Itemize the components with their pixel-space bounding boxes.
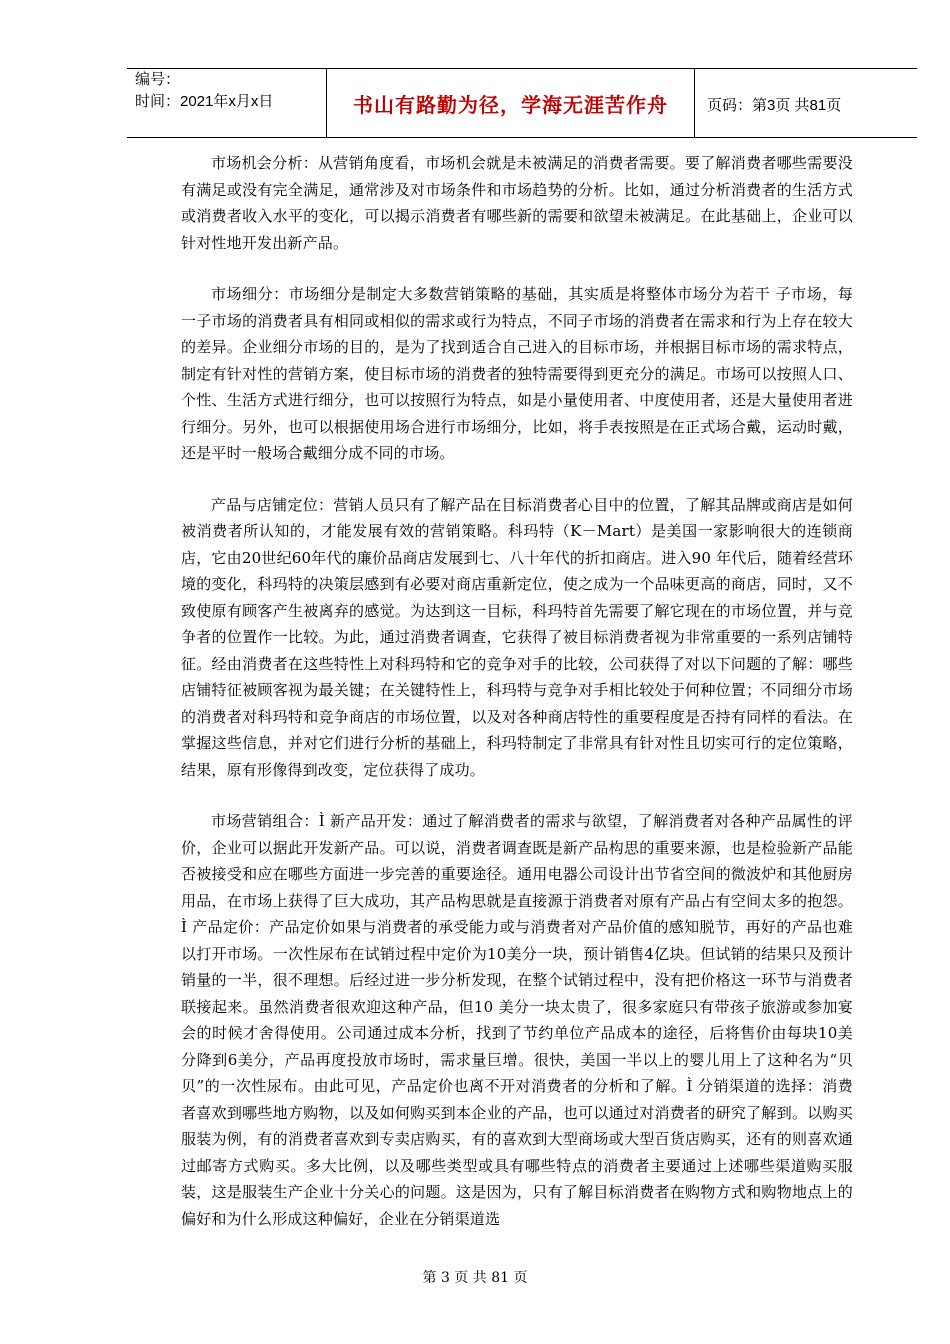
header-meta-cell [127,69,327,137]
document-time-label: 时间：2021年x月x日 [135,93,274,110]
header-page-cell [695,69,917,137]
header-page-number: 页码：第3页 共81页 [707,97,842,114]
header-motto: 书山有路勤为径，学海无涯苦作舟 [353,93,668,117]
document-number-label: 编号： [135,71,181,88]
document-body [181,150,853,1257]
page-header [127,68,917,138]
paragraph-market-segmentation: 市场细分：市场细分是制定大多数营销策略的基础，其实质是将整体市场分为若干 子市场，每一子市场的消费者具有相同或相似的需求或行为特点，不同子市场的消费者在需求和行为上存在较大的差异。企业细分市场的目的，是为了找到适合自己进入的目标市场，并根据目标市场的需求特点，制定有针对性的营销方案，使目标市场的消费者的独特需要得到更充分的满足。市场可以按照人口、个性、生活方式进行细分，也可以按照行为特点，如是小量使用者、中度使用者，还是大量使用者进行细分。另外，也可以根据使用场合进行市场细分，比如，将手表按照是在正式场合戴，运动时戴，还是平时一般场合戴细分成不同的市场。 [181,285,853,462]
paragraph-market-opportunity: 市场机会分析：从营销角度看，市场机会就是未被满足的消费者需要。要了解消费者哪些需要没有满足或没有完全满足，通常涉及对市场条件和市场趋势的分析。比如，通过分析消费者的生活方式或消费者收入水平的变化，可以揭示消费者有哪些新的需要和欲望未被满足。在此基础上，企业可以针对性地开发出新产品。 [181,154,853,252]
paragraph-product-positioning: 产品与店铺定位：营销人员只有了解产品在目标消费者心目中的位置，了解其品牌或商店是如何被消费者所认知的，才能发展有效的营销策略。科玛特（K－Mart）是美国一家影响很大的连锁商店，它由20世纪60年代的廉价品商店发展到七、八十年代的折扣商店。进入90 年代后，随着经营环境的变化，科玛特的决策层感到有必要对商店重新定位，使之成为一个品味更高的商店，同时，又不致使原有顾客产生被离弃的感觉。为达到这一目标，科玛特首先需要了解它现在的市场位置，并与竞争者的位置作一比较。为此，通过消费者调查，它获得了被目标消费者视为非常重要的一系列店铺特征。经由消费者在这些特性上对科玛特和它的竞争对手的比较，公司获得了对以下问题的了解：哪些店铺特征被顾客视为最关键；在关键特性上，科玛特与竞争对手相比较处于何种位置；不同细分市场的消费者对科玛特和竞争商店的市场位置，以及对各种商店特性的重要程度是否持有同样的看法。在掌握这些信息，并对它们进行分析的基础上，科玛特制定了非常具有针对性且切实可行的定位策略，结果，原有形像得到改变，定位获得了成功。 [181,495,853,779]
page-footer: 第 3 页 共 81 页 [422,1270,528,1286]
paragraph-marketing-mix: 市场营销组合：Ì 新产品开发：通过了解消费者的需求与欲望，了解消费者对各种产品属性的评价，企业可以据此开发新产品。可以说，消费者调查既是新产品构思的重要来源，也是检验新产品能否被接受和应在哪些方面进一步完善的重要途径。通用电器公司设计出节省空间的微波炉和其他厨房用品，在市场上获得了巨大成功，其产品构思就是直接源于消费者对原有产品占有空间太多的抱怨。Ì 产品定价：产品定价如果与消费者的承受能力或与消费者对产品价值的感知脱节，再好的产品也难以打开市场。一次性尿布在试销过程中定价为10美分一块，预计销售4亿块。但试销的结果只及预计销量的一半，很不理想。后经过进一步分析发现，在整个试销过程中，没有把价格这一环节与消费者联接起来。虽然消费者很欢迎这种产品，但10 美分一块太贵了，很多家庭只有带孩子旅游或参加宴会的时候才舍得使用。公司通过成本分析，找到了节约单位产品成本的途径，后将售价由每块10美分降到6美分，产品再度投放市场时，需求量巨增。很快，美国一半以上的婴儿用上了这种名为“贝贝”的一次性尿布。由此可见，产品定价也离不开对消费者的分析和了解。Ì 分销渠道的选择：消费者喜欢到哪些地方购物，以及如何购买到本企业的产品，也可以通过对消费者的研究了解到。以购买服装为例，有的消费者喜欢到专卖店购买，有的喜欢到大型商场或大型百货店购买，还有的则喜欢通过邮寄方式购买。多大比例，以及哪些类型或具有哪些特点的消费者主要通过上述哪些渠道购买服装，这是服装生产企业十分关心的问题。这是因为，只有了解目标消费者在购物方式和购物地点上的偏好和为什么形成这种偏好，企业在分销渠道选 [181,812,853,1228]
header-motto-cell [327,69,695,137]
